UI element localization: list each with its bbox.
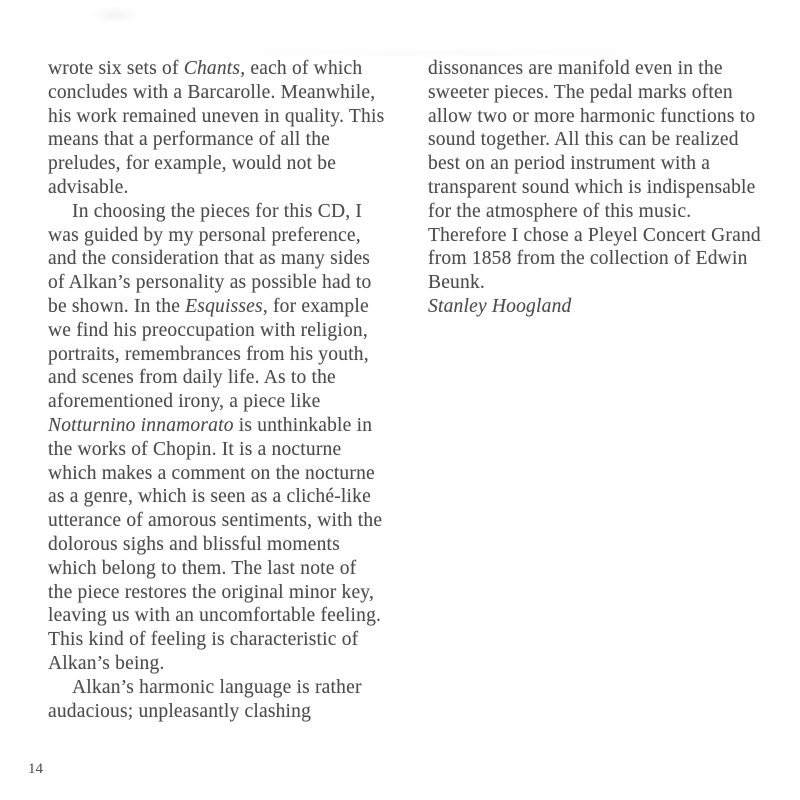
text-line <box>48 700 418 724</box>
text-line <box>428 152 790 176</box>
text-line <box>48 438 418 462</box>
page-number: 14 <box>28 761 43 777</box>
text-line <box>48 105 418 129</box>
text-line <box>48 628 418 652</box>
text-line <box>48 271 418 295</box>
text-segment: from 1858 from the collection of Edwin <box>428 248 748 270</box>
text-segment: Alkan’s being. <box>48 652 165 674</box>
text-line <box>48 462 418 486</box>
text-line <box>48 414 418 438</box>
text-segment: was guided by my personal preference, <box>48 224 361 246</box>
text-segment: utterance of amorous sentiments, with the <box>48 510 383 532</box>
text-segment: sweeter pieces. The pedal marks often <box>428 81 733 103</box>
text-line <box>48 81 418 105</box>
text-segment: is unthinkable in <box>233 414 373 436</box>
text-line <box>48 343 418 367</box>
text-line <box>48 295 418 319</box>
text-segment: concludes with a Barcarolle. Meanwhile, <box>48 81 376 103</box>
text-line <box>48 485 418 509</box>
text-segment: which makes a comment on the nocturne <box>48 462 375 484</box>
text-segment: This kind of feeling is characteristic of <box>48 629 359 651</box>
text-segment: advisable. <box>48 176 129 198</box>
text-line <box>48 533 418 557</box>
column-left <box>48 57 418 723</box>
text-segment: portraits, remembrances from his youth, <box>48 343 369 365</box>
text-line <box>48 57 418 81</box>
text-segment: Therefore I chose a Pleyel Concert Grand <box>428 224 761 246</box>
text-line <box>48 128 418 152</box>
text-line <box>48 509 418 533</box>
text-segment: as a genre, which is seen as a cliché-like <box>48 486 371 508</box>
text-line <box>428 57 790 81</box>
column-right <box>428 57 790 319</box>
text-segment: of Alkan’s personality as possible had to <box>48 272 372 294</box>
text-segment: leaving us with an uncomfortable feeling. <box>48 605 382 627</box>
text-line <box>428 295 790 319</box>
text-segment: preludes, for example, would not be <box>48 153 337 175</box>
text-segment: his work remained uneven in quality. This <box>48 105 385 127</box>
text-line <box>48 224 418 248</box>
text-line <box>428 176 790 200</box>
text-segment: wrote six sets of <box>48 58 184 79</box>
text-line <box>428 247 790 271</box>
text-segment: transparent sound which is indispensable <box>428 176 756 198</box>
scan-smudge <box>90 6 140 24</box>
text-segment: audacious; unpleasantly clashing <box>48 700 312 722</box>
text-segment: dolorous sighs and blissful moments <box>48 533 340 555</box>
text-line <box>428 271 790 295</box>
italic-text-segment: Notturnino innamorato <box>48 414 234 436</box>
text-line <box>48 557 418 581</box>
text-line <box>48 604 418 628</box>
text-segment: In choosing the pieces for this CD, I <box>72 200 363 222</box>
text-line <box>48 176 418 200</box>
text-line <box>48 676 418 700</box>
text-line <box>428 81 790 105</box>
italic-text-segment: Stanley Hoogland <box>428 295 572 317</box>
text-segment: the works of Chopin. It is a nocturne <box>48 438 342 460</box>
text-segment: allow two or more harmonic functions to <box>428 105 756 127</box>
text-segment: , for example <box>262 295 369 317</box>
text-segment: the piece restores the original minor key, <box>48 581 375 603</box>
text-segment: dissonances are manifold even in the <box>428 58 723 79</box>
text-line <box>48 366 418 390</box>
text-segment: for the atmosphere of this music. <box>428 200 692 222</box>
text-segment: be shown. In the <box>48 295 186 317</box>
text-segment: , each of which <box>240 58 363 79</box>
text-line <box>48 200 418 224</box>
text-segment: Beunk. <box>428 272 485 294</box>
text-line <box>428 128 790 152</box>
italic-text-segment: Chants <box>183 58 241 79</box>
text-segment: means that a performance of all the <box>48 129 331 151</box>
text-line <box>48 390 418 414</box>
text-segment: we find his preoccupation with religion, <box>48 319 368 341</box>
text-segment: sound together. All this can be realized <box>428 129 739 151</box>
text-segment: and the consideration that as many sides <box>48 248 371 270</box>
text-line <box>48 319 418 343</box>
text-line <box>428 224 790 248</box>
text-segment: aforementioned irony, a piece like <box>48 391 321 413</box>
text-segment: and scenes from daily life. As to the <box>48 367 336 389</box>
italic-text-segment: Esquisses <box>185 295 263 317</box>
text-line <box>428 105 790 129</box>
text-line <box>48 652 418 676</box>
text-line <box>48 247 418 271</box>
text-segment: which belong to them. The last note of <box>48 557 357 579</box>
text-line <box>48 581 418 605</box>
text-line <box>48 152 418 176</box>
text-segment: best on an period instrument with a <box>428 153 711 175</box>
text-line <box>428 200 790 224</box>
text-segment: Alkan’s harmonic language is rather <box>72 676 362 698</box>
